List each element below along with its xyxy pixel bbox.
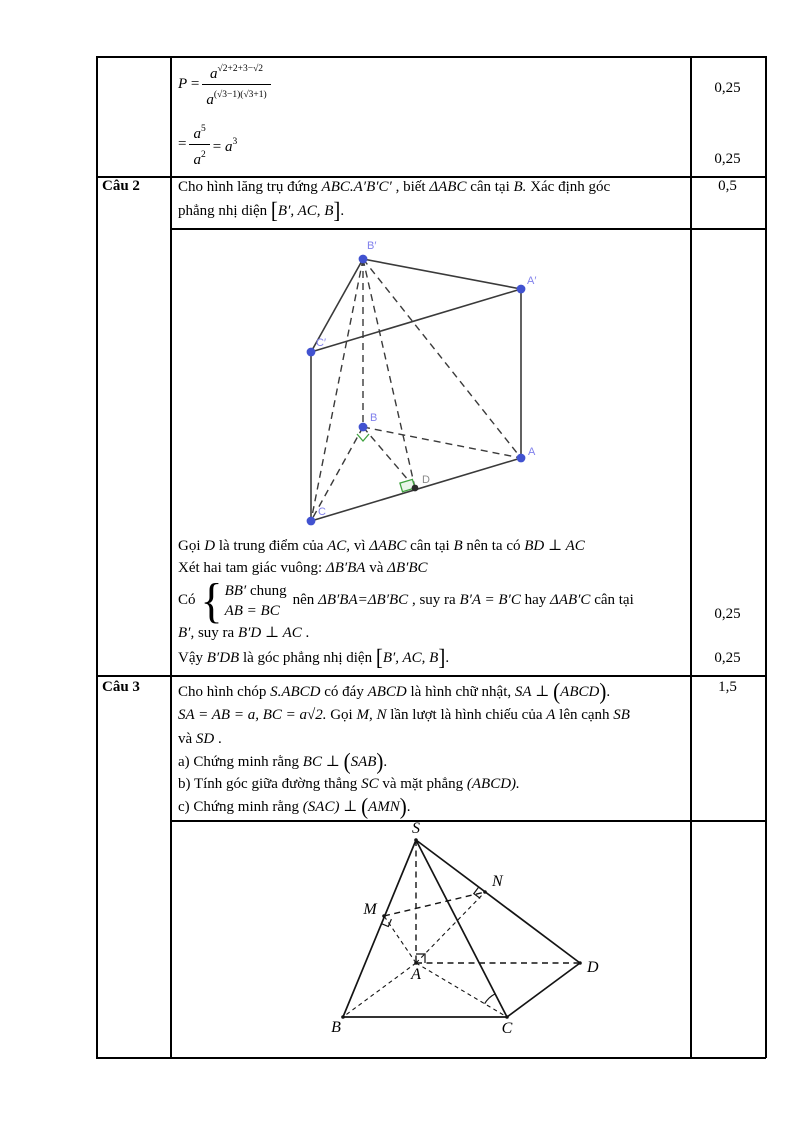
- score-value: 0,5: [718, 178, 737, 194]
- pyramid-label-b: B: [331, 1019, 341, 1036]
- pyramid-label-m: M: [363, 901, 377, 918]
- pyramid-label-n: N: [492, 873, 503, 890]
- fraction-numerator: $a^5$: [189, 120, 209, 145]
- fraction: [189, 120, 209, 169]
- q2-solution-line-5: Vậy B′DB là góc phẳng nhị diện [B′, AC, B].: [178, 643, 450, 671]
- score-value: 0,25: [714, 650, 741, 666]
- prism-vertices: [307, 255, 526, 526]
- prism-label-b-prime: B′: [367, 240, 377, 252]
- prism-label-c: C: [318, 506, 326, 518]
- angle-arc-c: [485, 994, 496, 1004]
- table-row-line-2: [170, 228, 766, 230]
- prism-label-a-prime: A′: [527, 275, 537, 287]
- curly-brace: {: [200, 573, 223, 628]
- table-divider-question-col: [170, 56, 172, 1058]
- q2-solution-system-line: [178, 573, 634, 628]
- formula-result-lhs: =: [178, 136, 187, 152]
- table-row-line-3: [96, 675, 766, 677]
- table-border-bottom: [96, 1057, 766, 1059]
- table-border-top: [96, 56, 766, 58]
- formula-result-rhs: = $a^3$: [212, 136, 238, 155]
- system-equations: [225, 581, 287, 621]
- pyramid-label-c: C: [501, 1020, 513, 1037]
- q3-statement-line-3: và SD .: [178, 731, 222, 747]
- score-value: 0,25: [714, 606, 741, 622]
- prism-label-a: A: [528, 446, 536, 458]
- pyramid-right-angle-marks: [381, 887, 495, 1004]
- system-suffix: nên ΔB′BA=ΔB′BC , suy ra B′A = B′C hay ΔAB′C cân tại: [292, 592, 634, 609]
- fraction-numerator: $a^{√2+2+3-√2}$: [202, 60, 270, 85]
- q2-statement-line-1: Cho hình lăng trụ đứng ABC.A′B′C′ , biết ΔABC cân tại B. Xác định góc: [178, 179, 611, 195]
- angle-mark-b: [357, 434, 369, 441]
- system-equation-1: BB′ chung: [224, 582, 287, 599]
- q3-item-a: a) Chứng minh rằng BC ⊥ (SAB).: [178, 747, 388, 775]
- prism-label-c-prime: C′: [316, 337, 327, 349]
- q3-item-b: b) Tính góc giữa đường thẳng SC và mặt phẳng (ABCD).: [178, 776, 520, 792]
- score-value: 1,5: [718, 679, 737, 695]
- table-divider-score-col: [690, 56, 692, 1058]
- prism-label-d: D: [422, 474, 430, 486]
- pyramid-diagram: [310, 820, 610, 1045]
- q3-statement-line-1: Cho hình chóp S.ABCD có đáy ABCD là hình chữ nhật, SA ⊥ (ABCD).: [178, 677, 611, 705]
- q3-item-c: c) Chứng minh rằng (SAC) ⊥ (AMN).: [178, 792, 411, 820]
- fraction: [202, 60, 270, 109]
- system-prefix: Có: [178, 592, 196, 609]
- fraction-denominator: $a^2$: [193, 150, 206, 168]
- fraction-denominator: $a^{(√3-1)(√3+1)}$: [206, 90, 267, 108]
- score-value: 0,25: [714, 151, 741, 167]
- prism-diagram: [270, 233, 570, 533]
- q3-statement-line-2: SA = AB = a, BC = a√2. Gọi M, N lần lượt là hình chiếu của A lên cạnh SB: [178, 707, 630, 723]
- question-3-label: Câu 3: [102, 679, 140, 695]
- q2-solution-line-4: B′, suy ra B′D ⊥ AC .: [178, 625, 310, 641]
- table-border-right: [765, 56, 767, 1058]
- formula-p-fraction: [178, 60, 274, 109]
- q2-solution-line-1: Gọi D là trung điểm của AC, vì ΔABC cân tại B nên ta có BD ⊥ AC: [178, 538, 585, 554]
- formula-p-lhs: P =: [178, 76, 200, 92]
- table-border-left: [96, 56, 98, 1058]
- prism-solid-edges: [311, 259, 521, 521]
- q2-solution-line-2: Xét hai tam giác vuông: ΔB′BA và ΔB′BC: [178, 560, 428, 576]
- pyramid-label-s: S: [412, 820, 420, 837]
- q2-statement-line-2: phẳng nhị diện [B′, AC, B].: [178, 196, 345, 224]
- prism-vertex-labels: [316, 240, 536, 518]
- formula-result: [178, 120, 237, 169]
- pyramid-vertex-labels: [331, 820, 599, 1037]
- pyramid-label-d: D: [587, 959, 599, 976]
- prism-label-b: B: [370, 412, 378, 424]
- score-value: 0,25: [714, 80, 741, 96]
- system-equation-2: AB = BC: [224, 602, 280, 619]
- question-2-label: Câu 2: [102, 178, 140, 194]
- pyramid-label-a: A: [411, 966, 421, 983]
